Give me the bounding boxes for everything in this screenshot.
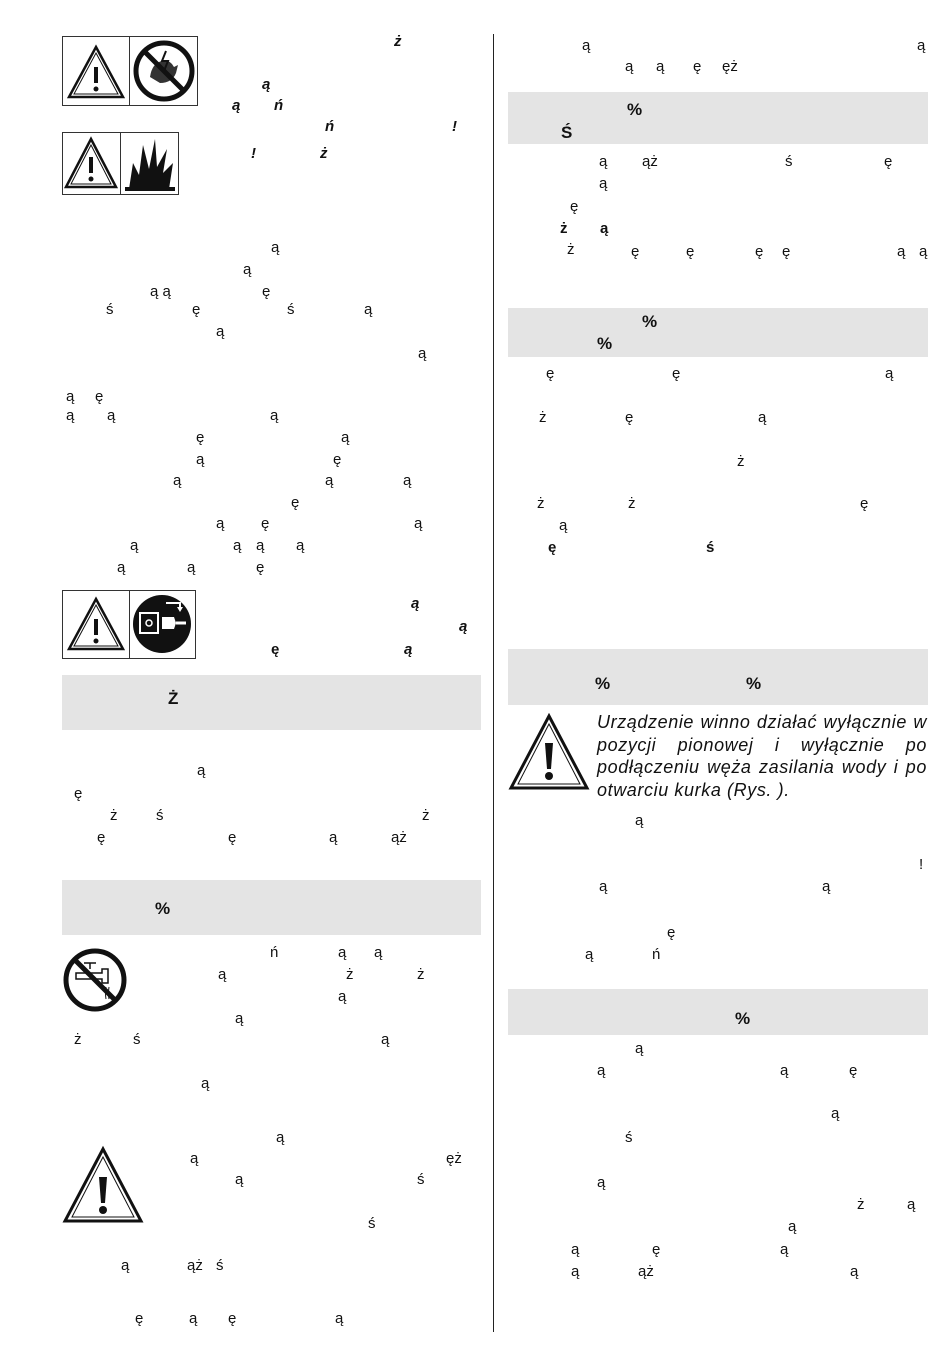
text-fragment: ę (625, 409, 634, 426)
warning-triangle-icon (62, 1145, 144, 1225)
text-fragment: ś (368, 1215, 376, 1232)
text-fragment: ą (338, 988, 347, 1005)
text-fragment: ą (329, 829, 338, 846)
text-fragment: ą (201, 1075, 210, 1092)
text-fragment: ą (235, 1171, 244, 1188)
text-fragment: ą (262, 76, 271, 93)
text-fragment: ą (599, 878, 608, 895)
warning-triangle-icon (63, 591, 129, 658)
text-fragment: ą (404, 641, 413, 658)
text-fragment: ą (897, 243, 906, 260)
text-fragment: ą (173, 472, 182, 489)
text-fragment: ś (625, 1129, 633, 1146)
text-fragment: ą ą (150, 283, 171, 300)
text-fragment: ś (106, 301, 114, 318)
text-fragment: ę (192, 301, 201, 318)
text-fragment: ę (97, 829, 106, 846)
text-fragment: ż (560, 220, 568, 237)
text-fragment: ą (243, 261, 252, 278)
text-fragment: ś (156, 807, 164, 824)
text-fragment: ą (788, 1218, 797, 1235)
warning-triangle-icon (63, 37, 129, 105)
section-band-6 (508, 989, 928, 1035)
text-fragment: ż (417, 966, 425, 983)
text-fragment: % (595, 674, 611, 693)
text-fragment: ń (325, 118, 335, 135)
text-fragment: ą (780, 1241, 789, 1258)
text-fragment: ą (364, 301, 373, 318)
text-fragment: ąż (642, 153, 658, 170)
text-fragment: ż (539, 409, 547, 426)
text-fragment: % (597, 334, 613, 353)
text-fragment: ą (130, 537, 139, 554)
text-fragment: % (735, 1009, 751, 1028)
text-fragment: ą (232, 97, 241, 114)
warning-paragraph: Urządzenie winno działać wyłącznie w pozycji pionowej i wyłącznie po podłączeniu węża zasilania wody i po otwarciu kurka (Rys. ). (597, 712, 927, 800)
text-fragment: ż (567, 241, 575, 258)
text-fragment: ż (737, 453, 745, 470)
text-fragment: ż (394, 33, 402, 50)
text-fragment: ą (296, 537, 305, 554)
text-fragment: ę (849, 1062, 858, 1079)
text-fragment: ęż (446, 1150, 462, 1167)
text-fragment: ę (548, 539, 557, 556)
safety-icon-box-3 (62, 590, 196, 659)
text-fragment: ą (625, 58, 634, 75)
text-fragment: ż (857, 1196, 865, 1213)
text-fragment: ą (276, 1129, 285, 1146)
text-fragment: ę (271, 641, 280, 658)
text-fragment: ż (422, 807, 430, 824)
text-fragment: ą (117, 559, 126, 576)
safety-icon-box-1 (62, 36, 198, 106)
text-fragment: ą (325, 472, 334, 489)
text-fragment: ę (860, 495, 869, 512)
text-fragment: ę (291, 494, 300, 511)
text-fragment: ą (780, 1062, 789, 1079)
text-fragment: ś (785, 153, 793, 170)
text-fragment: ę (693, 58, 702, 75)
text-fragment: ś (133, 1031, 141, 1048)
warning-triangle-icon (508, 713, 590, 791)
no-running-water-icon (62, 947, 128, 1013)
text-fragment: ą (850, 1263, 859, 1280)
text-fragment: ąż (187, 1257, 203, 1274)
text-fragment: ą (831, 1105, 840, 1122)
text-fragment: ę (686, 243, 695, 260)
text-fragment: ą (187, 559, 196, 576)
text-fragment: % (627, 100, 643, 119)
text-fragment: % (642, 312, 658, 331)
text-fragment: ę (667, 924, 676, 941)
text-fragment: ń (652, 946, 661, 963)
text-fragment: ę (228, 1310, 237, 1327)
text-fragment: ę (672, 365, 681, 382)
text-fragment: ż (628, 495, 636, 512)
text-fragment: ę (228, 829, 237, 846)
text-fragment: ż (74, 1031, 82, 1048)
no-touch-electric-icon (130, 37, 197, 105)
text-fragment: ą (374, 944, 383, 961)
text-fragment: ę (546, 365, 555, 382)
text-fragment: ą (218, 966, 227, 983)
text-fragment: ż (110, 807, 118, 824)
text-fragment: ą (585, 946, 594, 963)
text-fragment: ą (381, 1031, 390, 1048)
text-fragment: ą (256, 537, 265, 554)
section-band-2 (62, 880, 481, 935)
column-divider (493, 34, 494, 1332)
section-band-5 (508, 649, 928, 705)
text-fragment: ą (635, 812, 644, 829)
text-fragment: ą (656, 58, 665, 75)
text-fragment: ę (884, 153, 893, 170)
text-fragment: ą (233, 537, 242, 554)
section-band-4 (508, 308, 928, 357)
text-fragment: ę (755, 243, 764, 260)
text-fragment: ą (335, 1310, 344, 1327)
text-fragment: ą (418, 345, 427, 362)
explosion-icon (121, 133, 178, 194)
text-fragment: % (746, 674, 762, 693)
text-fragment: ą (216, 323, 225, 340)
text-fragment: ę (261, 515, 270, 532)
text-fragment: ą (66, 388, 75, 405)
text-fragment: ą (597, 1174, 606, 1191)
text-fragment: ! (251, 145, 256, 162)
text-fragment: ę (262, 283, 271, 300)
text-fragment: ą (597, 1062, 606, 1079)
text-fragment: ! (919, 856, 924, 873)
text-fragment: ą (919, 243, 928, 260)
text-fragment: ś (706, 539, 715, 556)
text-fragment: ą (338, 944, 347, 961)
text-fragment: ą (571, 1241, 580, 1258)
text-fragment: ę (256, 559, 265, 576)
text-fragment: ę (74, 785, 83, 802)
text-fragment: ą (885, 365, 894, 382)
text-fragment: ę (196, 429, 205, 446)
text-fragment: ą (189, 1310, 198, 1327)
text-fragment: ą (190, 1150, 199, 1167)
text-fragment: ą (414, 515, 423, 532)
text-fragment: ą (403, 472, 412, 489)
text-fragment: ! (452, 118, 457, 135)
text-fragment: ą (822, 878, 831, 895)
text-fragment: ś (417, 1171, 425, 1188)
text-fragment: Ś (561, 123, 573, 142)
text-fragment: ą (600, 220, 609, 237)
text-fragment: ą (907, 1196, 916, 1213)
unplug-icon (130, 591, 195, 658)
text-fragment: ą (459, 618, 468, 635)
text-fragment: ą (582, 37, 591, 54)
text-fragment: ą (411, 595, 420, 612)
text-fragment: ą (235, 1010, 244, 1027)
text-fragment: ń (274, 97, 284, 114)
text-fragment: ą (599, 153, 608, 170)
text-fragment: ą (107, 407, 116, 424)
text-fragment: ę (782, 243, 791, 260)
text-fragment: ą (66, 407, 75, 424)
text-fragment: ą (599, 175, 608, 192)
text-fragment: ą (216, 515, 225, 532)
text-fragment: ę (631, 243, 640, 260)
text-fragment: ą (635, 1040, 644, 1057)
text-fragment: ą (196, 451, 205, 468)
text-fragment: ś (287, 301, 295, 318)
text-fragment: ą (197, 762, 206, 779)
text-fragment: Ż (168, 689, 179, 708)
text-fragment: ą (271, 239, 280, 256)
text-fragment: ż (346, 966, 354, 983)
text-fragment: ż (320, 145, 328, 162)
text-fragment: ą (121, 1257, 130, 1274)
text-fragment: ę (95, 388, 104, 405)
section-band-1 (62, 675, 481, 730)
text-fragment: ę (652, 1241, 661, 1258)
text-fragment: ś (216, 1257, 224, 1274)
text-fragment: ąż (638, 1263, 654, 1280)
warning-triangle-icon (63, 133, 120, 194)
text-fragment: ę (570, 198, 579, 215)
text-fragment: ą (758, 409, 767, 426)
text-fragment: ąż (391, 829, 407, 846)
text-fragment: ą (559, 517, 568, 534)
text-fragment: ą (917, 37, 926, 54)
text-fragment: ę (333, 451, 342, 468)
text-fragment: ą (341, 429, 350, 446)
safety-icon-box-2 (62, 132, 179, 195)
text-fragment: ę (135, 1310, 144, 1327)
text-fragment: ą (571, 1263, 580, 1280)
text-fragment: % (155, 899, 171, 918)
text-fragment: ęż (722, 58, 738, 75)
text-fragment: ż (537, 495, 545, 512)
text-fragment: ą (270, 407, 279, 424)
text-fragment: ń (270, 944, 279, 961)
